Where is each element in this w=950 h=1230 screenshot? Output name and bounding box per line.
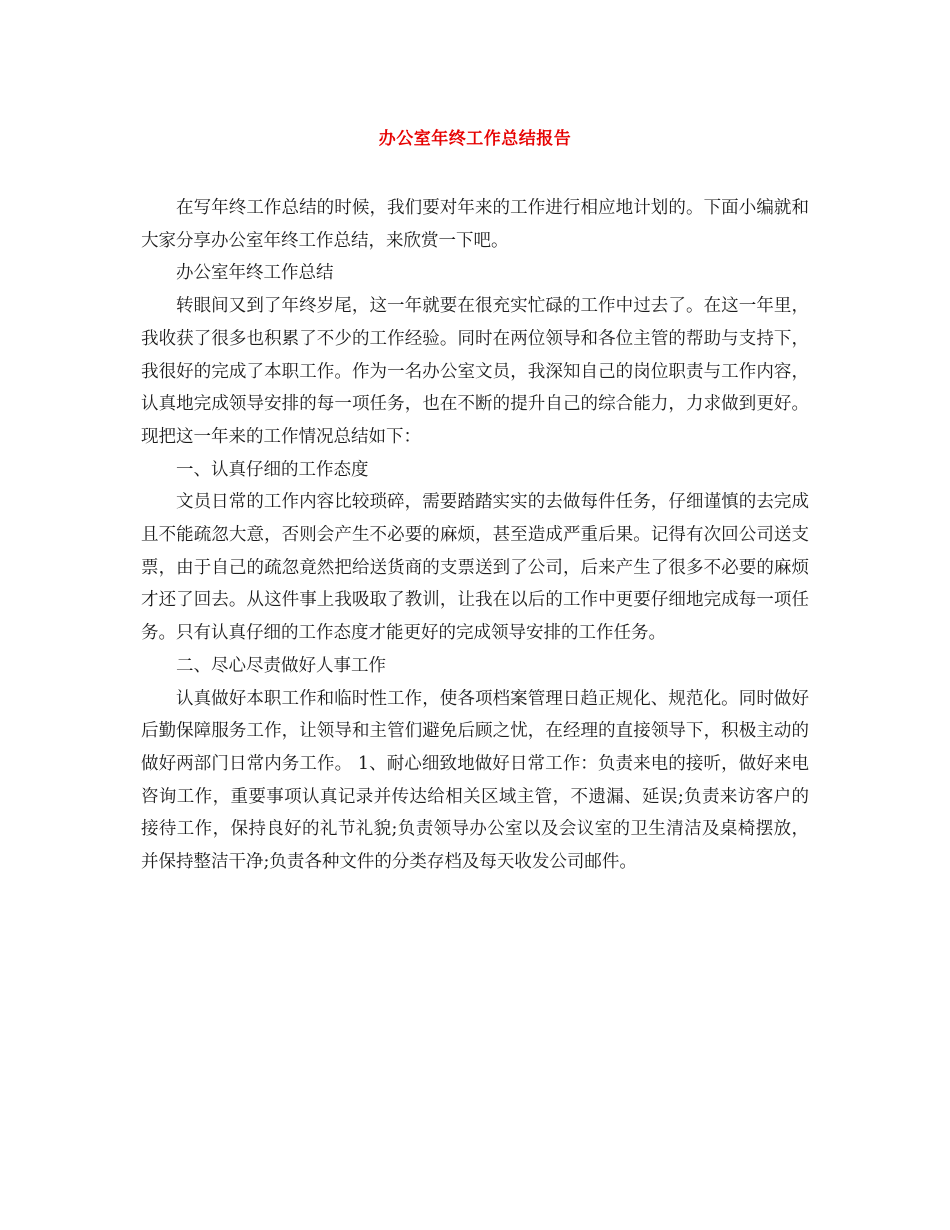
document-title: 办公室年终工作总结报告 — [378, 129, 572, 149]
section-heading-1: 一、认真仔细的工作态度 — [176, 459, 369, 480]
overview-paragraph: 转眼间又到了年终岁尾，这一年就要在很充实忙碌的工作中过去了。在这一年里，我收获了很多也积累了不少的工作经验。同时在两位领导和各位主管的帮助与支持下，我很好的完成了本职工作。作为一名办公室文员，我深知自己的岗位职责与工作内容，认真地完成领导安排的每一项任务，也在不断的提升自己的综合能力，力求做到更好。现把这一年来的工作情况总结如下： — [141, 296, 809, 447]
intro-paragraph: 在写年终工作总结的时候，我们要对年来的工作进行相应地计划的。下面小编就和大家分享办公室年终工作总结，来欣赏一下吧。 — [141, 198, 809, 251]
section-heading-2: 二、尽心尽责做好人事工作 — [176, 655, 386, 676]
section-1-paragraph: 文员日常的工作内容比较琐碎，需要踏踏实实的去做每件任务，仔细谨慎的去完成且不能疏忽大意，否则会产生不必要的麻烦，甚至造成严重后果。记得有次回公司送支票，由于自己的疏忽竟然把给送货商的支票送到了公司，后来产生了很多不必要的麻烦才还了回去。从这件事上我吸取了教训，让我在以后的工作中更要仔细地完成每一项任务。只有认真仔细的工作态度才能更好的完成领导安排的工作任务。 — [141, 492, 809, 644]
document-body — [141, 192, 809, 879]
section-2-paragraph: 认真做好本职工作和临时性工作，使各项档案管理日趋正规化、规范化。同时做好后勤保障服务工作，让领导和主管们避免后顾之忧，在经理的直接领导下，积极主动的做好两部门日常内务工作。 1、耐心细致地做好日常工作：负责来电的接听，做好来电咨询工作，重要事项认真记录并传达给相关区域主管，不遗漏、延误;负责来访客户的接待工作，保持良好的礼节礼貌;负责领导办公室以及会议室的卫生清洁及桌椅摆放，并保持整洁干净;负责各种文件的分类存档及每天收发公司邮件。 — [141, 688, 809, 873]
section-heading-summary: 办公室年终工作总结 — [176, 263, 334, 284]
